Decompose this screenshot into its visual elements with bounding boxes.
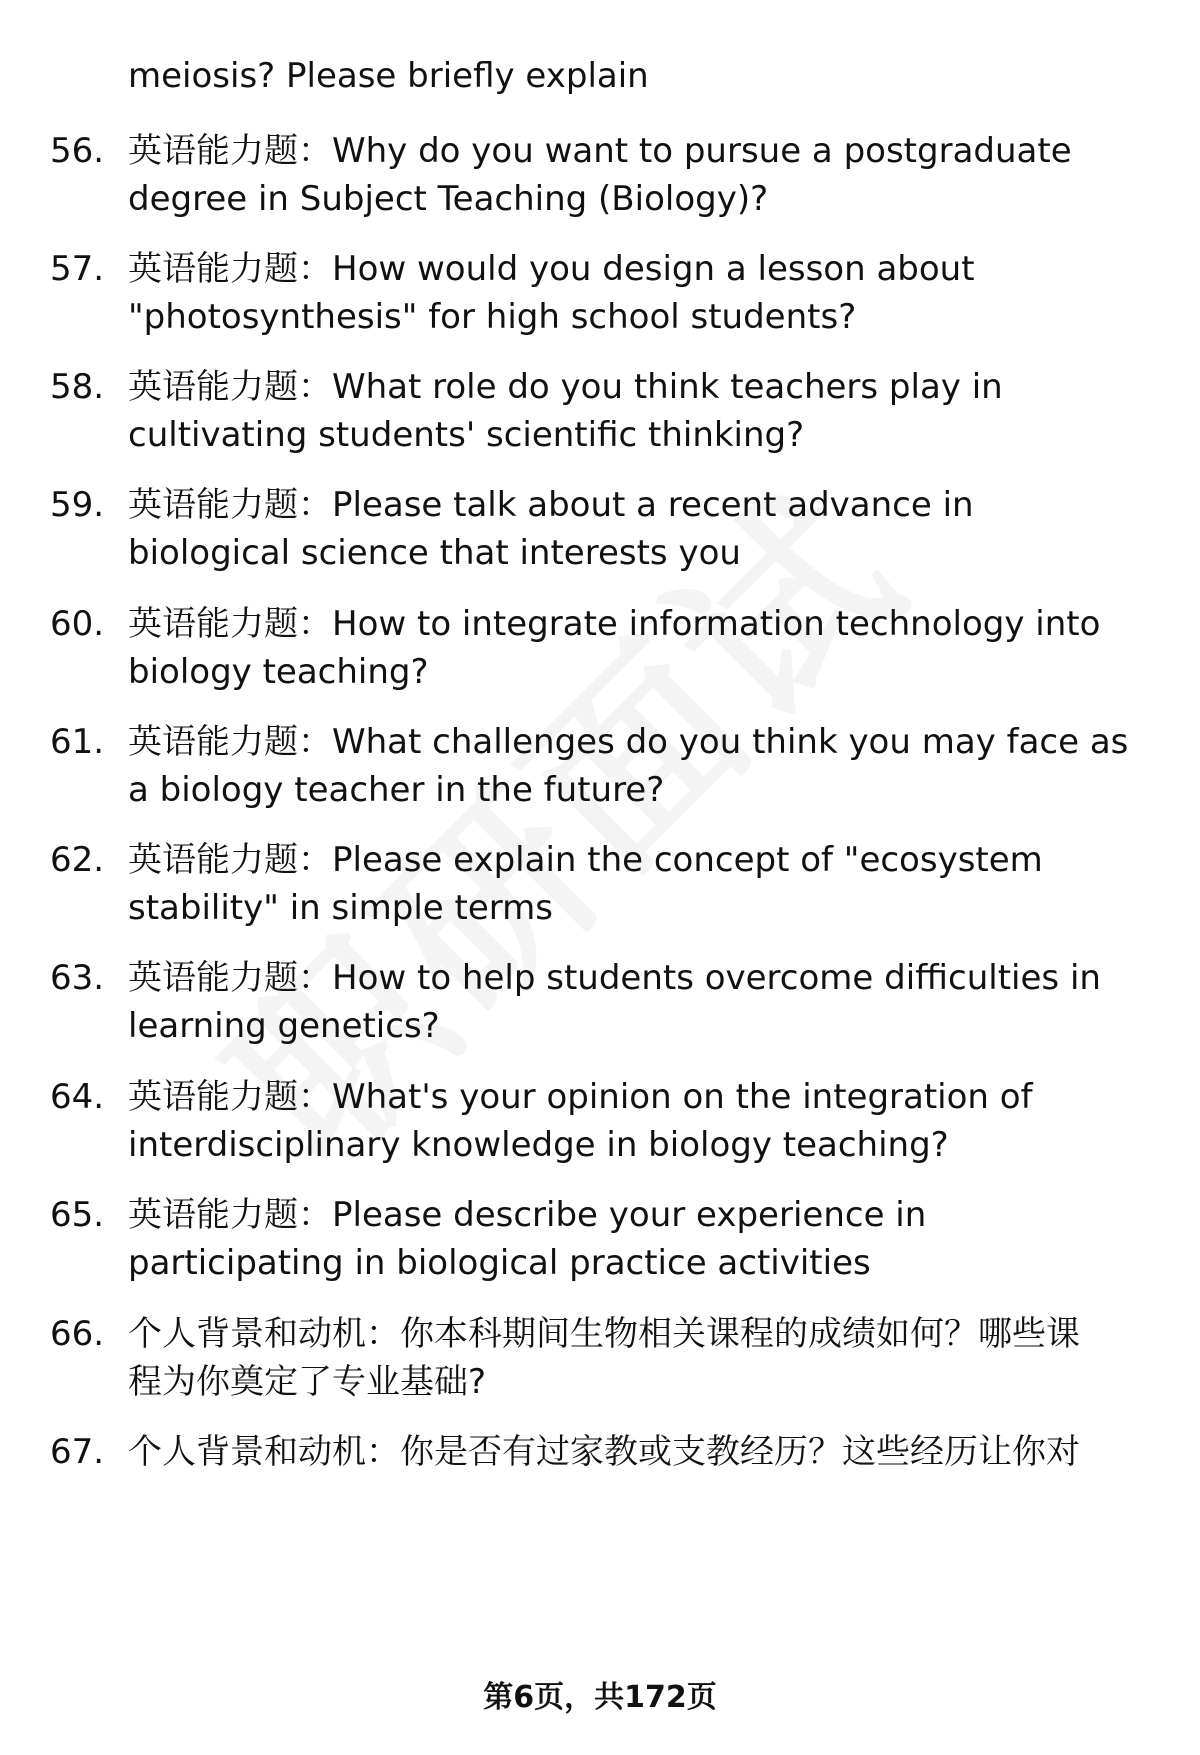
- question-number: 66.: [50, 1314, 105, 1354]
- question-line: 英语能力题：How to help students overcome difficulties in: [128, 958, 1101, 998]
- question-line: 个人背景和动机：你本科期间生物相关课程的成绩如何？哪些课: [128, 1314, 1080, 1354]
- question-number: 64.: [50, 1077, 105, 1117]
- question-line: learning genetics?: [128, 1006, 440, 1046]
- question-line: 英语能力题：What's your opinion on the integration of: [128, 1077, 1033, 1117]
- question-line: biology teaching?: [128, 652, 429, 692]
- question-line: 英语能力题：What challenges do you think you may face as: [128, 722, 1129, 762]
- question-number: 60.: [50, 604, 105, 644]
- question-text: [128, 836, 1168, 932]
- question-line: 英语能力题：Why do you want to pursue a postgraduate: [128, 131, 1072, 171]
- question-line: degree in Subject Teaching (Biology)?: [128, 179, 769, 219]
- question-number: 63.: [50, 958, 105, 998]
- question-text: [128, 954, 1168, 1050]
- question-number: 62.: [50, 840, 105, 880]
- question-text: [128, 600, 1168, 696]
- question-number: 67.: [50, 1432, 105, 1472]
- question-line: 英语能力题：How would you design a lesson about: [128, 249, 975, 289]
- question-line: stability" in simple terms: [128, 888, 553, 928]
- question-line: 英语能力题：Please talk about a recent advance in: [128, 485, 974, 525]
- question-text: [128, 363, 1168, 459]
- question-number: 56.: [50, 131, 105, 171]
- question-line: a biology teacher in the future?: [128, 770, 665, 810]
- question-line: 英语能力题：Please describe your experience in: [128, 1195, 927, 1235]
- question-text: [128, 1073, 1168, 1169]
- question-line: 个人背景和动机：你是否有过家教或支教经历？这些经历让你对: [128, 1432, 1080, 1472]
- question-number: 57.: [50, 249, 105, 289]
- question-line: 英语能力题：How to integrate information technology into: [128, 604, 1101, 644]
- question-number: 65.: [50, 1195, 105, 1235]
- question-text: [128, 718, 1168, 814]
- continued-question-fragment: meiosis? Please briefly explain: [128, 56, 649, 96]
- question-text: [128, 245, 1168, 341]
- question-text: [128, 127, 1168, 223]
- question-line: 程为你奠定了专业基础?: [128, 1362, 487, 1402]
- question-line: interdisciplinary knowledge in biology teaching?: [128, 1125, 949, 1165]
- question-text: [128, 1310, 1168, 1406]
- question-line: 英语能力题：Please explain the concept of "ecosystem: [128, 840, 1043, 880]
- question-number: 58.: [50, 367, 105, 407]
- question-line: "photosynthesis" for high school students?: [128, 297, 857, 337]
- page-footer: 第6页，共172页: [483, 1680, 717, 1715]
- question-line: biological science that interests you: [128, 533, 741, 573]
- question-number: 59.: [50, 485, 105, 525]
- question-text: [128, 1428, 1168, 1476]
- question-line: 英语能力题：What role do you think teachers play in: [128, 367, 1003, 407]
- question-text: [128, 1191, 1168, 1287]
- question-number: 61.: [50, 722, 105, 762]
- question-line: participating in biological practice activities: [128, 1243, 871, 1283]
- question-text: [128, 481, 1168, 577]
- question-line: cultivating students' scientific thinking?: [128, 415, 805, 455]
